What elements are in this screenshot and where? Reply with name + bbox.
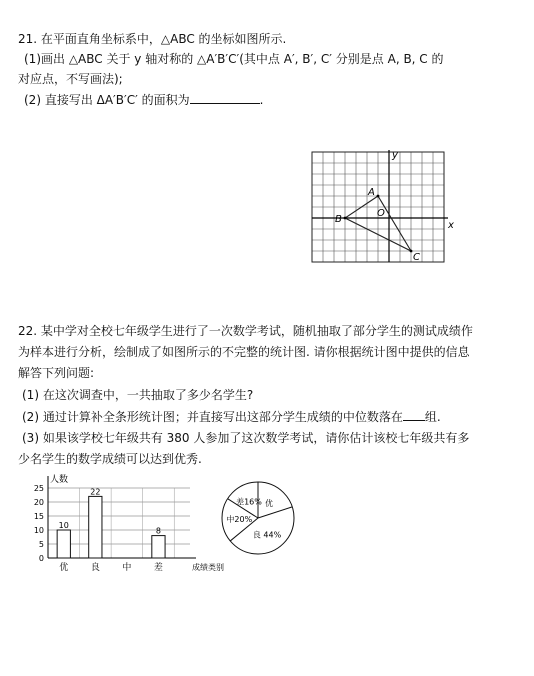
y-axis-label: 人数: [50, 475, 69, 485]
q22-part2-end: 组.: [424, 410, 441, 424]
pie-chart: [218, 478, 298, 558]
q21-part1-line1: (1)画出 △ABC 关于 y 轴对称的 △A′B′C′(其中点 A′, B′, C′ 分别是点 A, B, C 的: [24, 52, 444, 66]
q21-answer-blank[interactable]: [190, 93, 260, 104]
bar-chart: [20, 474, 224, 574]
bar: [89, 496, 102, 558]
pie-slice-label: 差16%: [236, 497, 262, 507]
q22-line2: 为样本进行分析，绘制成了如图所示的不完整的统计图. 请你根据统计图中提供的信息: [18, 345, 470, 359]
bar: [57, 530, 70, 558]
pie-slice-label: 中20%: [226, 515, 253, 525]
y-tick-label: 25: [33, 484, 44, 493]
x-tick-label: 优: [59, 563, 69, 573]
vertex-dot: [377, 195, 380, 198]
x-tick-label: 良: [90, 563, 100, 573]
q21-part1-line2: 对应点，不写画法);: [18, 72, 123, 86]
q22-part2-text: (2) 通过计算补全条形统计图；并直接写出这部分学生成绩的中位数落在: [22, 410, 403, 424]
y-tick-label: 0: [38, 554, 44, 563]
origin-label: O: [377, 208, 385, 219]
pie-slice-label: 优: [265, 498, 274, 508]
q22-part3-line1: (3) 如果该学校七年级共有 380 人参加了这次数学考试，请你估计该校七年级共有多: [22, 431, 470, 445]
bar-value-label: 22: [90, 487, 101, 497]
vertex-b-label: B: [335, 214, 342, 225]
x-tick-label: 差: [153, 563, 163, 573]
y-axis-label: y: [392, 150, 398, 161]
bar-value-label: 8: [155, 526, 161, 536]
q21-part2-end: .: [259, 93, 264, 107]
vertex-dot: [410, 250, 413, 253]
grid-lines: [312, 152, 444, 262]
bar: [152, 536, 165, 558]
y-tick-label: 15: [33, 512, 44, 521]
q22-part2: [22, 410, 441, 424]
y-tick-label: 20: [33, 498, 44, 507]
axes: [312, 150, 448, 262]
vertex-dot: [344, 217, 347, 220]
q22-part3-line2: 少名学生的数学成绩可以达到优秀.: [18, 452, 202, 466]
q21-part2-text: (2) 直接写出 ΔA′B′C′ 的面积为: [24, 93, 190, 107]
x-axis-label: x: [448, 220, 454, 231]
vertex-c-label: C: [413, 252, 420, 263]
coordinate-grid: [308, 148, 458, 274]
q22-line1: 22. 某中学对全校七年级学生进行了一次数学考试，随机抽取了部分学生的测试成绩作: [18, 324, 473, 338]
bar-value-label: 10: [58, 521, 69, 530]
pie-slice-label: 良 44%: [252, 530, 282, 540]
q22-answer-blank[interactable]: [403, 410, 425, 421]
y-tick-label: 10: [33, 526, 44, 535]
q22-part1: (1) 在这次调查中，一共抽取了多少名学生?: [22, 388, 254, 402]
x-tick-label: 中: [122, 563, 132, 573]
x-axis-label: 成绩类别: [192, 563, 224, 572]
vertex-a-label: A: [368, 187, 375, 198]
grid-labels: [335, 150, 454, 263]
y-tick-label: 5: [38, 540, 44, 549]
q21-title: 21. 在平面直角坐标系中，△ABC 的坐标如图所示.: [18, 32, 287, 46]
q21-part2: [24, 93, 263, 107]
q22-line3: 解答下列问题:: [18, 366, 95, 380]
